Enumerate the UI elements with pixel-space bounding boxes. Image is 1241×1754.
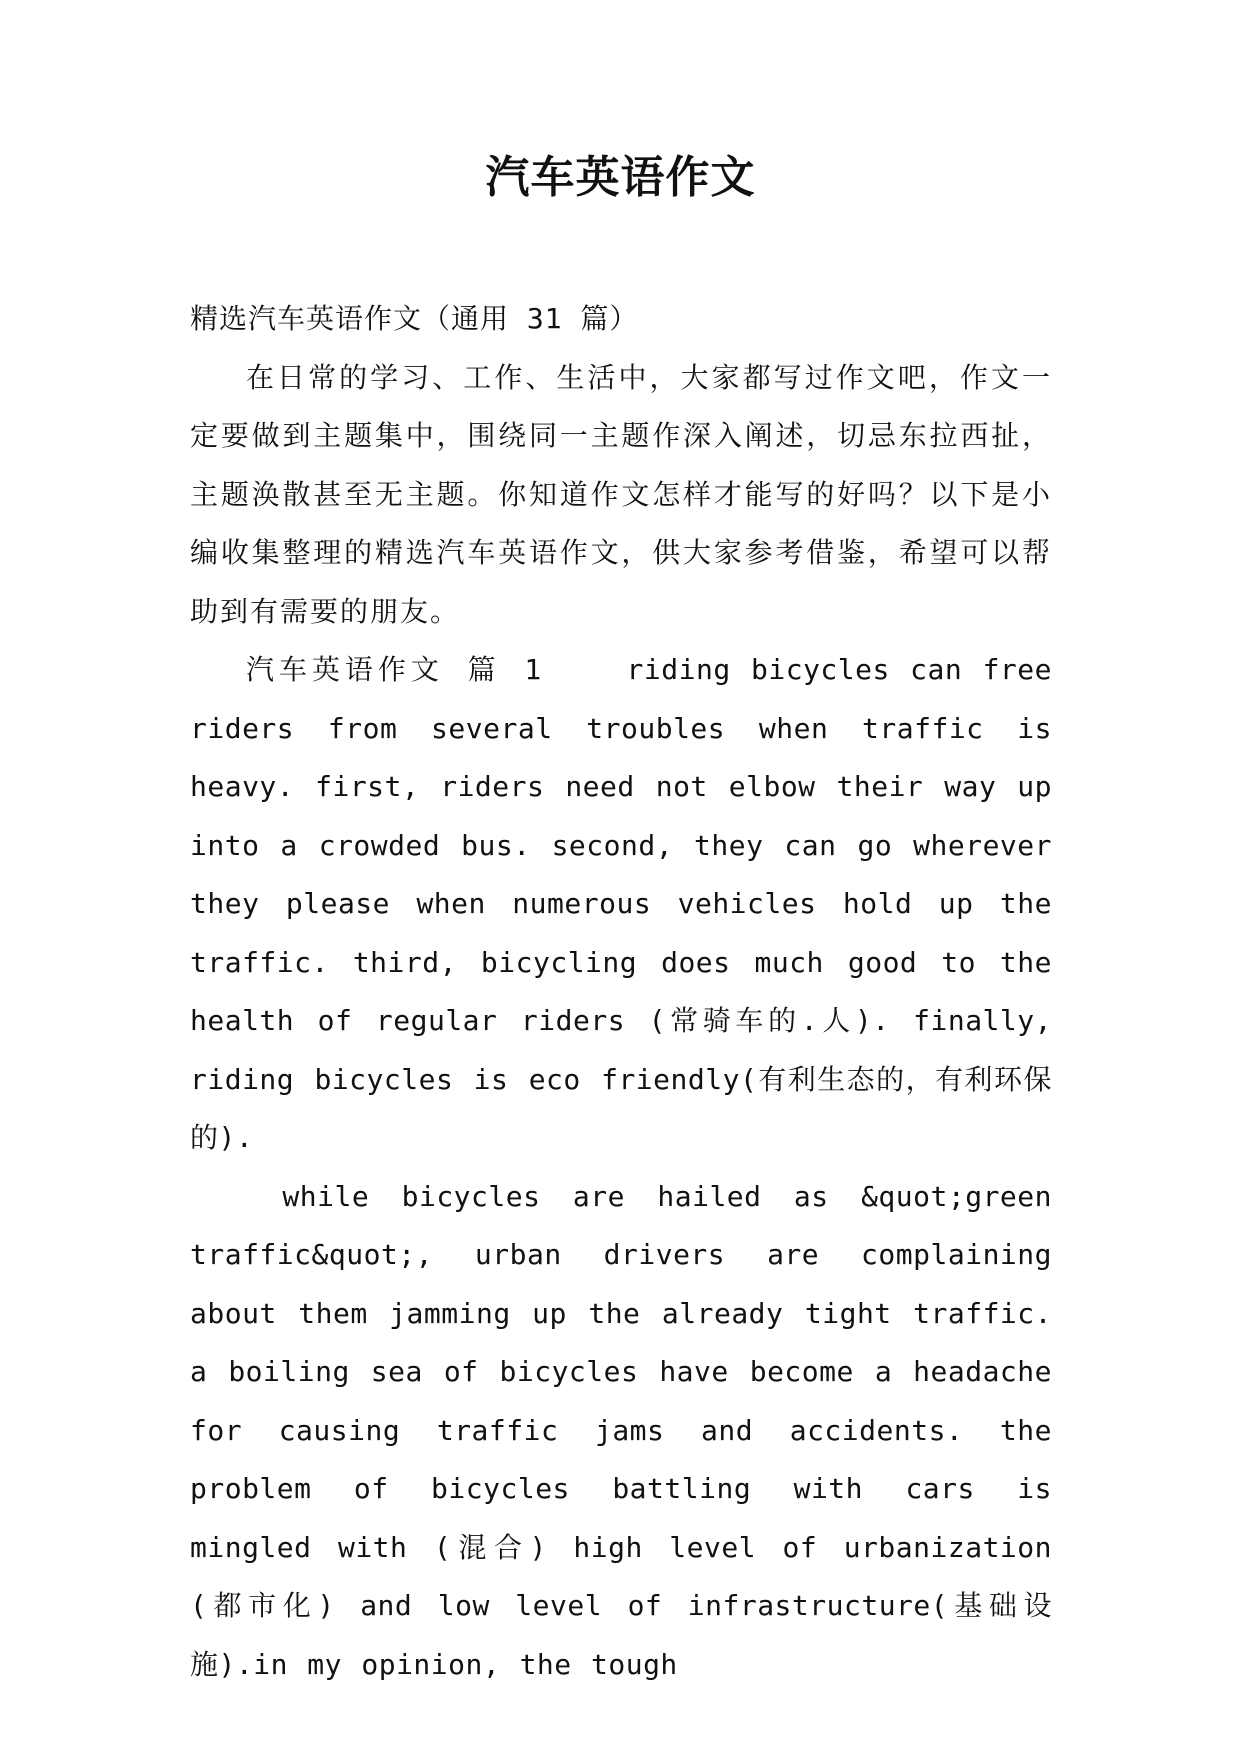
essay-1-paragraph-1	[190, 641, 1052, 1168]
document-title: 汽车英语作文	[485, 152, 756, 203]
essay-1-paragraph-1-text: riding bicycles can free riders from several troubles when traffic is heavy. first, riders need not elbow their way up into a crowded bus. second, they can go wherever they please when numerous vehicles hold up the traffic. third, bicycling does much good to the health of regular riders (常骑车的.人). finally, riding bicycles is eco friendly(有利生态的，有利环保的).	[190, 653, 1052, 1154]
document-subtitle: 精选汽车英语作文（通用 31 篇）	[190, 302, 639, 335]
document-body	[190, 290, 1052, 1694]
essay-1-label: 汽车英语作文 篇 1	[246, 653, 546, 686]
essay-1-paragraph-2: while bicycles are hailed as &quot;green traffic&quot;, urban drivers are complaining about them jamming up the already tight traffic. a boiling sea of bicycles have become a headache for causing traffic jams and accidents. the problem of bicycles battling with cars is mingled with (混合) high level of urbanization (都市化) and low level of infrastructure(基础设施).in my opinion, the tough	[190, 1179, 1052, 1681]
intro-paragraph: 在日常的学习、工作、生活中，大家都写过作文吧，作文一定要做到主题集中，围绕同一主题作深入阐述，切忌东拉西扯，主题涣散甚至无主题。你知道作文怎样才能写的好吗？以下是小编收集整理的精选汽车英语作文，供大家参考借鉴，希望可以帮助到有需要的朋友。	[190, 360, 1052, 628]
